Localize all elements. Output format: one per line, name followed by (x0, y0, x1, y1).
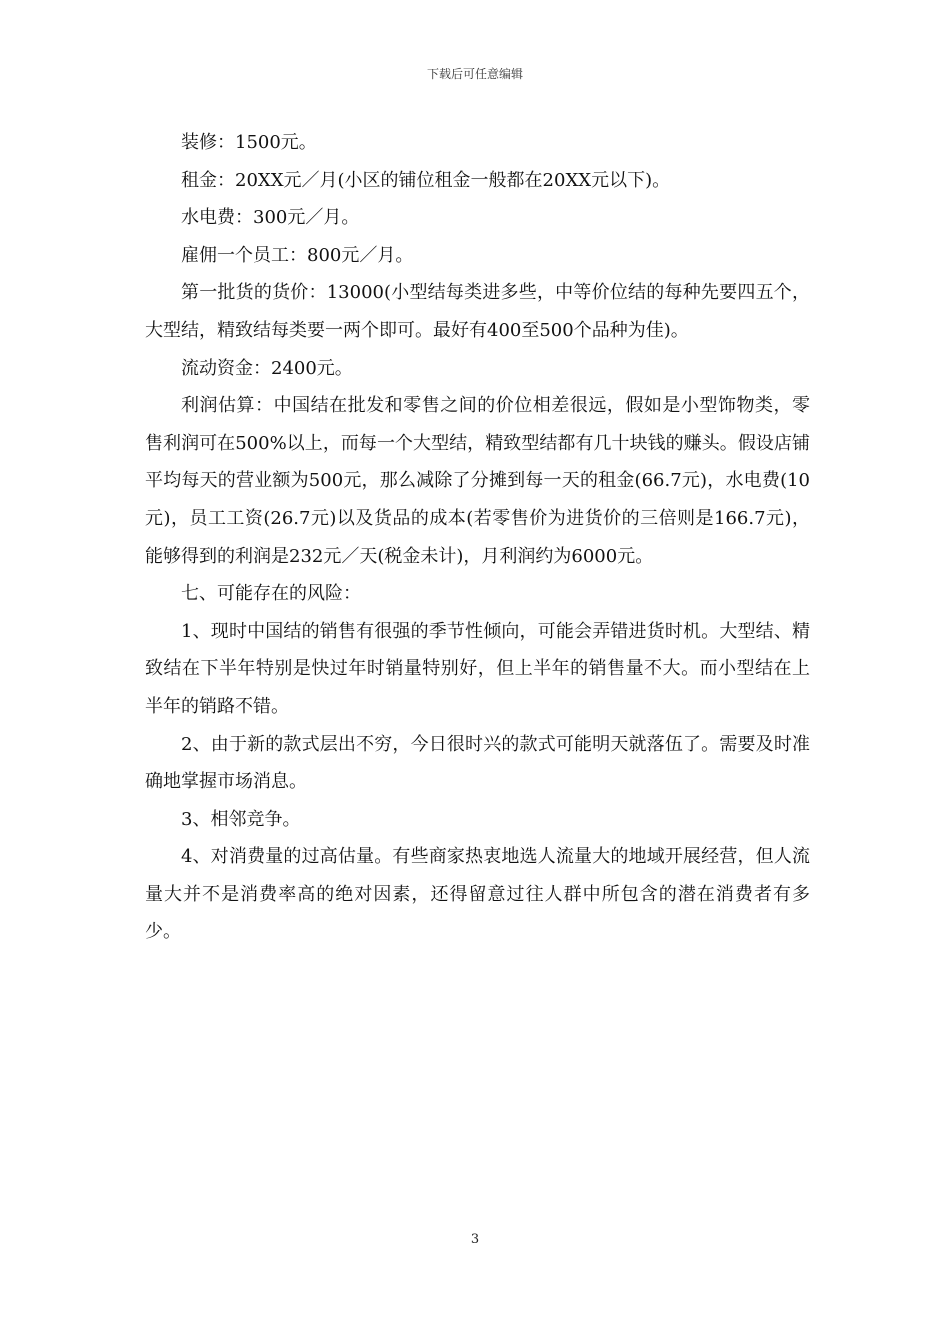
section-heading-risks: 七、可能存在的风险： (181, 583, 361, 605)
paragraph-first-stock: 第一批货的货价：13000(小型结每类进多些，中等价位结的每种先要四五个，大型结，精致结每类要一两个即可。最好有400至500个品种为佳)。 (145, 282, 810, 341)
paragraph-rent: 租金：20XX元／月(小区的铺位租金一般都在20XX元以下)。 (181, 169, 671, 191)
page-number: 3 (470, 1232, 480, 1247)
paragraph-risk-1: 1、现时中国结的销售有很强的季节性倾向，可能会弄错进货时机。大型结、精致结在下半年特别是快过年时销量特别好，但上半年的销售量不大。而小型结在上半年的销路不错。 (145, 620, 810, 717)
paragraph-renovation: 装修：1500元。 (181, 132, 317, 153)
document-body (145, 124, 810, 951)
paragraph-profit-estimate: 利润估算：中国结在批发和零售之间的价位相差很远，假如是小型饰物类，零售利润可在500%以上，而每一个大型结，精致型结都有几十块钱的赚头。假设店铺平均每天的营业额为500元，那么减除了分摊到每一天的租金(66.7元)，水电费(10元)，员工工资(26.7元)以及货品的成本(若零售价为进货价的三倍则是166.7元)，能够得到的利润是232元／天(税金未计)，月利润约为6000元。 (145, 395, 810, 567)
paragraph-employee: 雇佣一个员工：800元／月。 (181, 244, 414, 266)
paragraph-working-capital: 流动资金：2400元。 (181, 357, 353, 379)
page-header: 下载后可任意编辑 (426, 67, 523, 81)
paragraph-risk-3: 3、相邻竞争。 (181, 808, 301, 830)
paragraph-utilities: 水电费：300元／月。 (181, 207, 360, 229)
paragraph-risk-2: 2、由于新的款式层出不穷，今日很时兴的款式可能明天就落伍了。需要及时准确地掌握市场消息。 (145, 733, 810, 793)
paragraph-risk-4: 4、对消费量的过高估量。有些商家热衷地选人流量大的地域开展经营，但人流量大并不是消费率高的绝对因素，还得留意过往人群中所包含的潜在消费者有多少。 (145, 846, 810, 943)
